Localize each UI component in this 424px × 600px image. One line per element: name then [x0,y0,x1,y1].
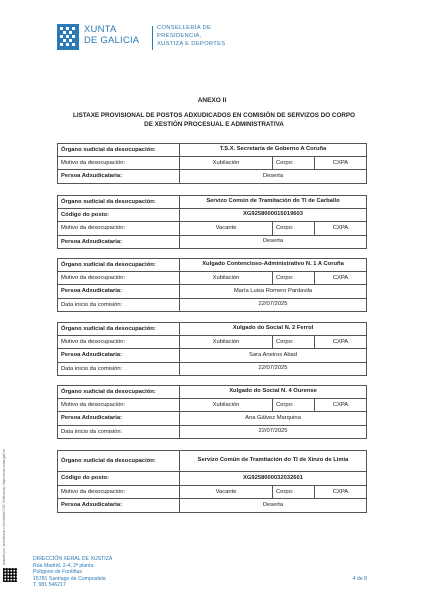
reason-label: Motivo da desocupación: [58,336,180,349]
reason-label: Motivo da desocupación: [58,157,180,170]
date-label: Data inicio da comisión: [58,299,180,312]
reason-label: Motivo da desocupación: [58,272,180,285]
assignment-block [57,450,367,513]
reason-value: Xubilación [180,157,273,170]
corps-label: Corpo: [273,272,315,285]
organ-value: Xulgado Contencioso-Administrativo N. 1 A Coruña [202,261,344,267]
dept-line-2: PRESIDENCIA, [157,32,202,39]
assignment-block [57,195,367,249]
assignment-block [57,143,367,184]
reason-value: Xubilación [180,272,273,285]
reason-label: Motivo da desocupación: [58,486,180,499]
verification-side-text [2,448,16,565]
assignment-block [57,258,367,312]
date-value: 22/07/2025 [258,365,288,371]
date-label: Data inicio da comisión: [58,363,180,376]
date-label: Data inicio da comisión: [58,426,180,439]
footer-line-3: Polígono de Fontiñas [33,569,83,576]
verification-text: Asinado por: presidencia e secretaría CVE: Verificación: https://sede.xunta.gal/cve [2,448,6,565]
footer-line-1: DIRECCIÓN XERAL DE XUSTIZA [33,556,113,562]
department-name [157,25,225,48]
annex-heading: ANEXO II [197,97,227,104]
corps-value: CXPA [332,338,349,345]
corps-value: CXPA [332,274,349,281]
date-value: 22/07/2025 [258,301,288,307]
person-value: María Luisa Romero Pardavila [233,287,313,294]
person-value: Deserta [262,501,284,508]
xunta-logo [57,23,227,53]
person-label: Persoa Adxudicataria: [58,285,180,298]
corps-value: CXPA [332,159,349,166]
person-value: Ana Gálvez Marquina [245,414,301,421]
galicia-emblem-icon [57,24,79,50]
corps-label: Corpo: [273,336,315,349]
person-value: Deserta [262,172,284,179]
dept-line-3: XUSTIZA E DEPORTES [157,40,226,47]
date-value: 22/07/2025 [258,428,288,434]
person-value: Deserta [262,238,284,244]
reason-value: Xubilación [180,399,273,412]
logo-text [84,25,139,46]
reason-value: Vacante [180,222,273,235]
reason-value: Xubilación [180,336,273,349]
footer-line-4: 15781 Santiago de Compostela [33,575,106,582]
organ-value: Servizo Común de Tramitación do TI de Carballo [206,198,340,204]
logo-line-2: DE GALICIA [84,34,140,46]
organ-value: Xulgado do Social N. 2 Ferrol [232,325,314,331]
organ-label: Órgano xudicial da desocupación: [58,196,180,208]
corps-label: Corpo: [273,486,315,499]
logo-separator [152,26,153,50]
person-label: Persoa Adxudicataria: [58,349,180,362]
person-value: Sara Aneiros Abad [248,351,298,358]
corps-label: Corpo: [273,222,315,235]
organ-label: Órgano xudicial da desocupación: [58,386,180,398]
assignment-block [57,322,367,376]
person-label: Persoa Adxudicataria: [58,170,180,183]
footer-address [33,556,112,589]
organ-label: Órgano xudicial da desocupación: [58,451,180,471]
organ-value: Xulgado do Social N. 4 Ourense [229,388,317,394]
organ-value: T.S.X. Secretaría de Goberno A Coruña [219,146,327,152]
corps-label: Corpo: [273,157,315,170]
footer-line-2: Rúa Madrid, 2-4, 2ª planta [33,562,94,569]
qr-code-icon [3,568,17,582]
code-value: XG9258000015019603 [243,211,303,217]
corps-label: Corpo: [273,399,315,412]
document-title: LISTAXE PROVISIONAL DE POSTOS ADXUDICADOS EN COMISIÓN DE SERVIZOS DO CORPO DE XESTIÓN PROCESUAL E ADMINISTRATIVA [72,112,355,128]
person-label: Persoa Adxudicataria: [58,412,180,425]
organ-label: Órgano xudicial da desocupación: [58,259,180,271]
code-value: XG9258000032032601 [243,474,303,481]
corps-value: CXPA [332,488,349,495]
organ-label: Órgano xudicial da desocupación: [58,323,180,335]
code-label: Código do posto: [58,209,180,222]
reason-value: Vacante [180,486,273,499]
reason-label: Motivo da desocupación: [58,222,180,235]
code-label: Código do posto: [58,472,180,485]
person-label: Persoa Adxudicataria: [58,499,180,512]
logo-line-1: XUNTA [84,24,117,35]
page-number: 4 de 8 [352,576,367,582]
reason-label: Motivo da desocupación: [58,399,180,412]
corps-value: CXPA [332,401,349,408]
organ-label: Órgano xudicial da desocupación: [58,144,180,156]
organ-value: Servizo Común de Tramitación do TI de Xinzo de Limia [197,457,349,464]
footer-line-5: T. 981 546217 [33,582,66,589]
dept-line-1: CONSELLERÍA DE [157,25,212,31]
assignment-block [57,385,367,439]
person-label: Persoa Adxudicataria: [58,236,180,249]
corps-value: CXPA [332,225,349,232]
